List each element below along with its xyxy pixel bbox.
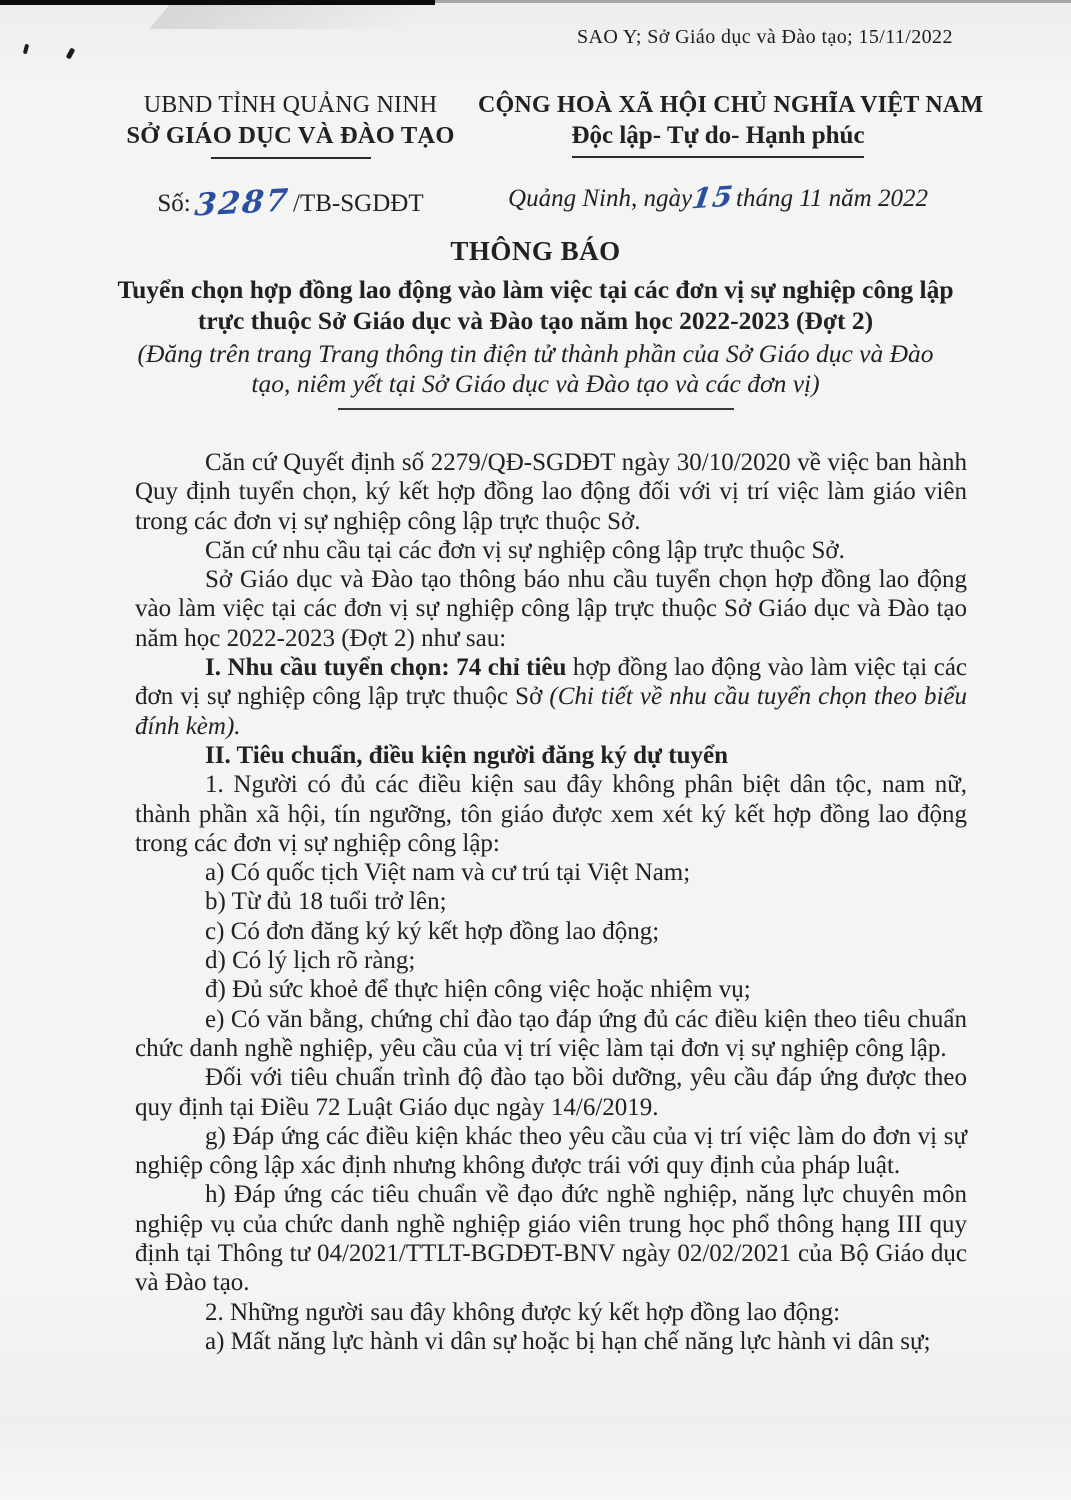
dateline-suffix: tháng 11 năm 2022: [736, 185, 928, 212]
paragraph: [135, 741, 967, 770]
publication-note: (Đăng trên trang Trang thông tin điện tử thành phần của Sở Giáo dục và Đào tạo, niêm yết tại Sở Giáo dục và Đào tạo và các đơn vị): [137, 339, 934, 398]
document-subtitle: Tuyển chọn hợp đồng lao động vào làm việc tại các đơn vị sự nghiệp công lập trực thuộc Sở Giáo dục và Đào tạo năm học 2022-2023 (Đợt 2): [117, 275, 954, 335]
text-segment: g) Đáp ứng các điều kiện khác theo yêu cầu của vị trí việc làm do đơn vị sự nghiệp công lập xác định nhưng không được trái với quy định của pháp luật.: [135, 1122, 967, 1180]
text-segment: đ) Đủ sức khoẻ để thực hiện công việc hoặc nhiệm vụ;: [205, 976, 751, 1004]
text-segment: c) Có đơn đăng ký ký kết hợp đồng lao động;: [205, 917, 660, 945]
text-segment: h) Đáp ứng các tiêu chuẩn về đạo đức nghề nghiệp, năng lực chuyên môn nghiệp vụ của chức danh nghề nghiệp giáo viên trung học phổ thông hạng III quy định tại Thông tư 04/2021/TTLT-BGDĐT-BNV ngày 02/02/2021 của Bộ Giáo dục và Đào tạo.: [135, 1181, 967, 1297]
text-segment: II. Tiêu chuẩn, điều kiện người đăng ký dự tuyển: [205, 741, 728, 769]
paragraph: [135, 1063, 967, 1122]
certified-copy-stamp: SAO Y; Sở Giáo dục và Đào tạo; 15/11/2022: [577, 26, 953, 48]
issuer-org-name: SỞ GIÁO DỤC VÀ ĐÀO TẠO: [126, 122, 455, 149]
document-number-line: [118, 182, 463, 224]
paragraph: [135, 946, 967, 975]
paragraph: [135, 917, 967, 946]
paragraph: [135, 858, 967, 887]
title-block: [0, 236, 1071, 410]
text-segment: Sở Giáo dục và Đào tạo thông báo nhu cầu tuyển chọn hợp đồng lao động vào làm việc tại các đơn vị sự nghiệp công lập trực thuộc Sở Giáo dục và Đào tạo năm học 2022-2023 (Đợt 2) như sau:: [135, 566, 967, 652]
national-name: CỘNG HOÀ XÃ HỘI CHỦ NGHĨA VIỆT NAM: [478, 92, 984, 118]
handwritten-document-number: 3287: [192, 182, 291, 224]
scan-speck: [23, 44, 29, 55]
paragraph: [135, 887, 967, 916]
paragraph: [135, 448, 967, 536]
text-segment: Căn cứ nhu cầu tại các đơn vị sự nghiệp công lập trực thuộc Sở.: [205, 536, 845, 564]
document-header: [118, 92, 984, 224]
handwritten-day: 15: [689, 179, 736, 216]
text-segment: 2. Những người sau đây không được ký kết hợp đồng lao động:: [205, 1298, 841, 1326]
text-segment: hợp đồng lao động vào làm việc tại các đơn vị sự nghiệp công lập trực thuộc Sở: [135, 654, 968, 711]
paragraph: [135, 565, 967, 653]
dateline-prefix: Quảng Ninh, ngày: [508, 185, 693, 212]
paragraph: [135, 1005, 967, 1064]
document-number-suffix: /TB-SGDĐT: [293, 190, 424, 217]
paragraph: [135, 770, 967, 858]
document-title: THÔNG BÁO: [450, 236, 621, 266]
text-segment: Căn cứ Quyết định số 2279/QĐ-SGDĐT ngày 30/10/2020 về việc ban hành Quy định tuyển chọn, ký kết hợp đồng lao động đối với vị trí việc làm giáo viên trong các đơn vị sự nghiệp công lập trực thuộc Sở.: [135, 449, 967, 535]
text-segment: 1. Người có đủ các điều kiện sau đây không phân biệt dân tộc, nam nữ, thành phần xã hội, tín ngưỡng, tôn giáo được xem xét ký kết hợp đồng lao động trong các đơn vị sự nghiệp công lập:: [135, 771, 967, 857]
paragraph: [135, 1298, 967, 1327]
paragraph: [135, 1122, 967, 1181]
title-divider: [338, 408, 734, 410]
motto-underline: [572, 156, 864, 158]
national-motto-block: [478, 92, 984, 218]
paragraph: [135, 1180, 967, 1297]
paragraph: [135, 536, 967, 565]
document-number-label: Số:: [157, 190, 191, 217]
document-body: [135, 448, 967, 1356]
scan-shadow: [149, 3, 431, 29]
scan-top-edge-faint: [435, 0, 1071, 3]
issuer-parent-org: UBND TỈNH QUẢNG NINH: [143, 92, 438, 118]
text-segment: Đối với tiêu chuẩn trình độ đào tạo bồi dưỡng, yêu cầu đáp ứng được theo quy định tại Điều 72 Luật Giáo dục ngày 14/6/2019.: [135, 1064, 967, 1121]
text-segment: a) Mất năng lực hành vi dân sự hoặc bị hạn chế năng lực hành vi dân sự;: [205, 1327, 931, 1355]
text-segment: d) Có lý lịch rõ ràng;: [205, 947, 416, 975]
text-segment: I. Nhu cầu tuyển chọn: 74 chỉ tiêu: [205, 654, 567, 682]
issuer-underline: [211, 157, 371, 159]
text-segment: (Chi tiết về nhu cầu tuyển chọn theo biểu đính kèm).: [135, 683, 967, 740]
paragraph: [135, 653, 967, 741]
paragraph: [135, 975, 967, 1004]
scan-speck: [66, 47, 76, 59]
national-motto: Độc lập- Tự do- Hạnh phúc: [571, 122, 865, 149]
text-segment: b) Từ đủ 18 tuổi trở lên;: [205, 888, 447, 916]
place-date-line: [478, 179, 958, 216]
paragraph: [135, 1327, 967, 1356]
text-segment: e) Có văn bằng, chứng chỉ đào tạo đáp ứng đủ các điều kiện theo tiêu chuẩn chức danh nghề nghiệp, yêu cầu của vị trí việc làm tại đơn vị sự nghiệp công lập.: [135, 1005, 967, 1062]
issuer-block: [118, 92, 463, 224]
text-segment: a) Có quốc tịch Việt nam và cư trú tại Việt Nam;: [205, 859, 691, 887]
